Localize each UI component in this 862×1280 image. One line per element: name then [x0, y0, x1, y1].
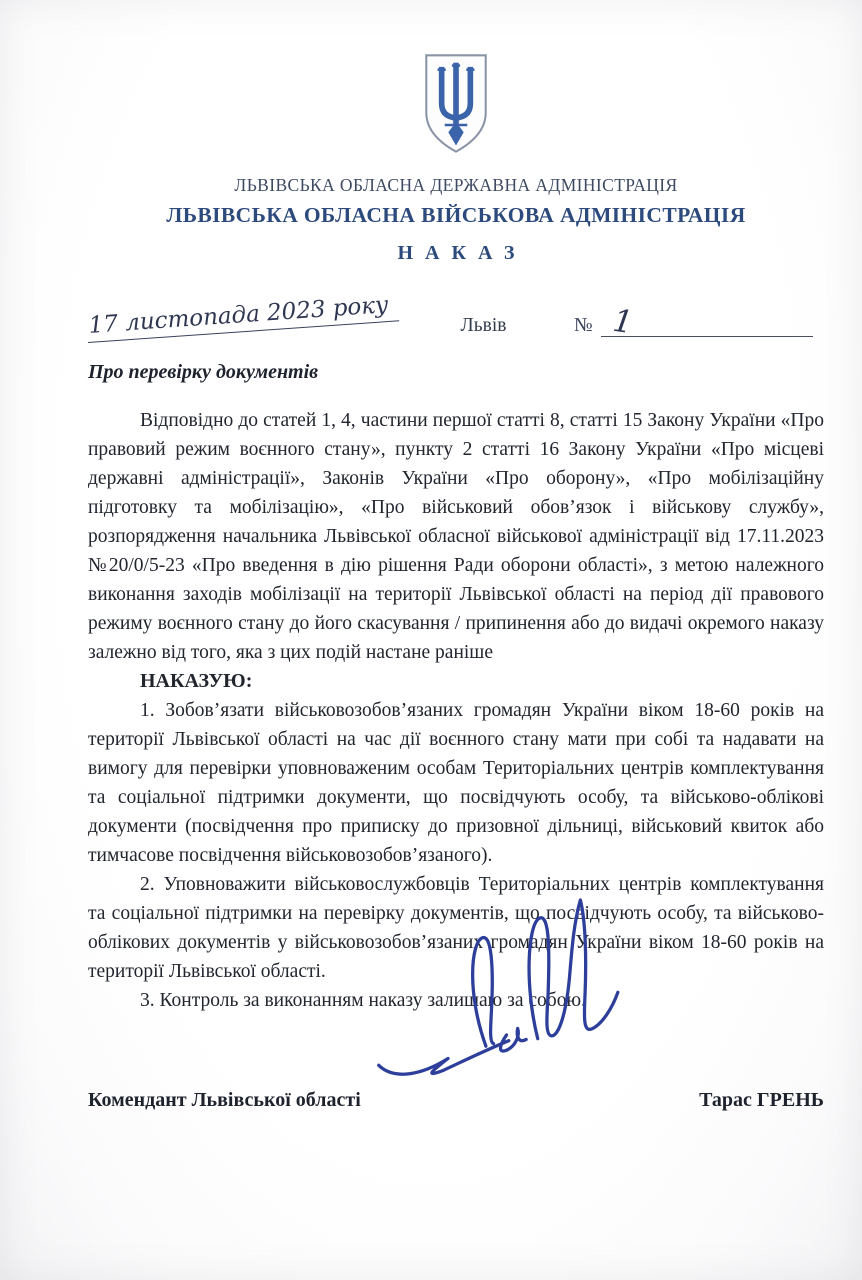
signature-row — [88, 1089, 824, 1112]
date-block — [87, 291, 393, 343]
signer-title: Комендант Львівської області — [88, 1089, 361, 1111]
handwritten-date: 17 листопада 2023 року — [86, 291, 400, 343]
number-sign-label: № — [574, 315, 593, 336]
body-text — [88, 406, 824, 1015]
meta-row — [88, 285, 824, 343]
order-item-1: 1. Зобов’язати військовозобов’язаних громадян України віком 18-60 років на території Львівської області на час дії воєнного стану мати при собі та надавати на вимогу для перевірки уповноваженим особам Територіальних центрів комплектування та соціальної підтримки документи, що посвідчують особу, та військово-облікові документи (посвідчення про приписку до призовної дільниці, військовий квиток або тимчасове посвідчення військовозобов’язаного). — [88, 700, 824, 866]
issuing-authority-parent: ЛЬВІВСЬКА ОБЛАСНА ДЕРЖАВНА АДМІНІСТРАЦІЯ — [234, 175, 678, 195]
order-item-2: 2. Уповноважити військовослужбовців Територіальних центрів комплектування та соціальної підтримки на перевірку документів, що посвідчують особу, та військово-облікових документів у військовозобов’язаних громадян України віком 18-60 років на території Львівської області. — [88, 874, 824, 982]
order-item-3: 3. Контроль за виконанням наказу залишаю за собою. — [140, 990, 586, 1011]
document-number-block — [574, 302, 824, 343]
document-content — [88, 50, 824, 1112]
preamble-paragraph: Відповідно до статей 1, 4, частини першої статті 8, статті 15 Закону України «Про правовий режим воєнного стану», пункту 2 статті 16 Закону України «Про місцеві державні адміністрації», Законів України «Про оборону», «Про мобілізаційну підготовку та мобілізацію», «Про військовий обов’язок і військову службу», розпорядження начальника Львівської обласної військової адміністрації від 17.11.2023 №20/0/5-23 «Про введення в дію рішення Ради оборони області», з метою належного виконання заходів мобілізації на території Львівської області на період дії правового режиму воєнного стану до його скасування / припинення або до видачі окремого наказу залежно від того, яка з цих подій настане раніше — [88, 410, 824, 663]
document-type-title: НАКАЗ — [397, 242, 527, 264]
signer-name: Тарас ГРЕНЬ — [699, 1089, 824, 1111]
document-subject: Про перевірку документів — [88, 361, 319, 383]
ukraine-coat-of-arms-icon — [415, 50, 497, 158]
handwritten-number: 1 — [610, 302, 635, 342]
emblem-container — [88, 50, 824, 163]
order-keyword: НАКАЗУЮ: — [140, 670, 253, 692]
issuing-authority: ЛЬВІВСЬКА ОБЛАСНА ВІЙСЬКОВА АДМІНІСТРАЦІЯ — [166, 203, 746, 227]
place-name: Львів — [460, 315, 507, 336]
number-underline — [601, 302, 813, 342]
